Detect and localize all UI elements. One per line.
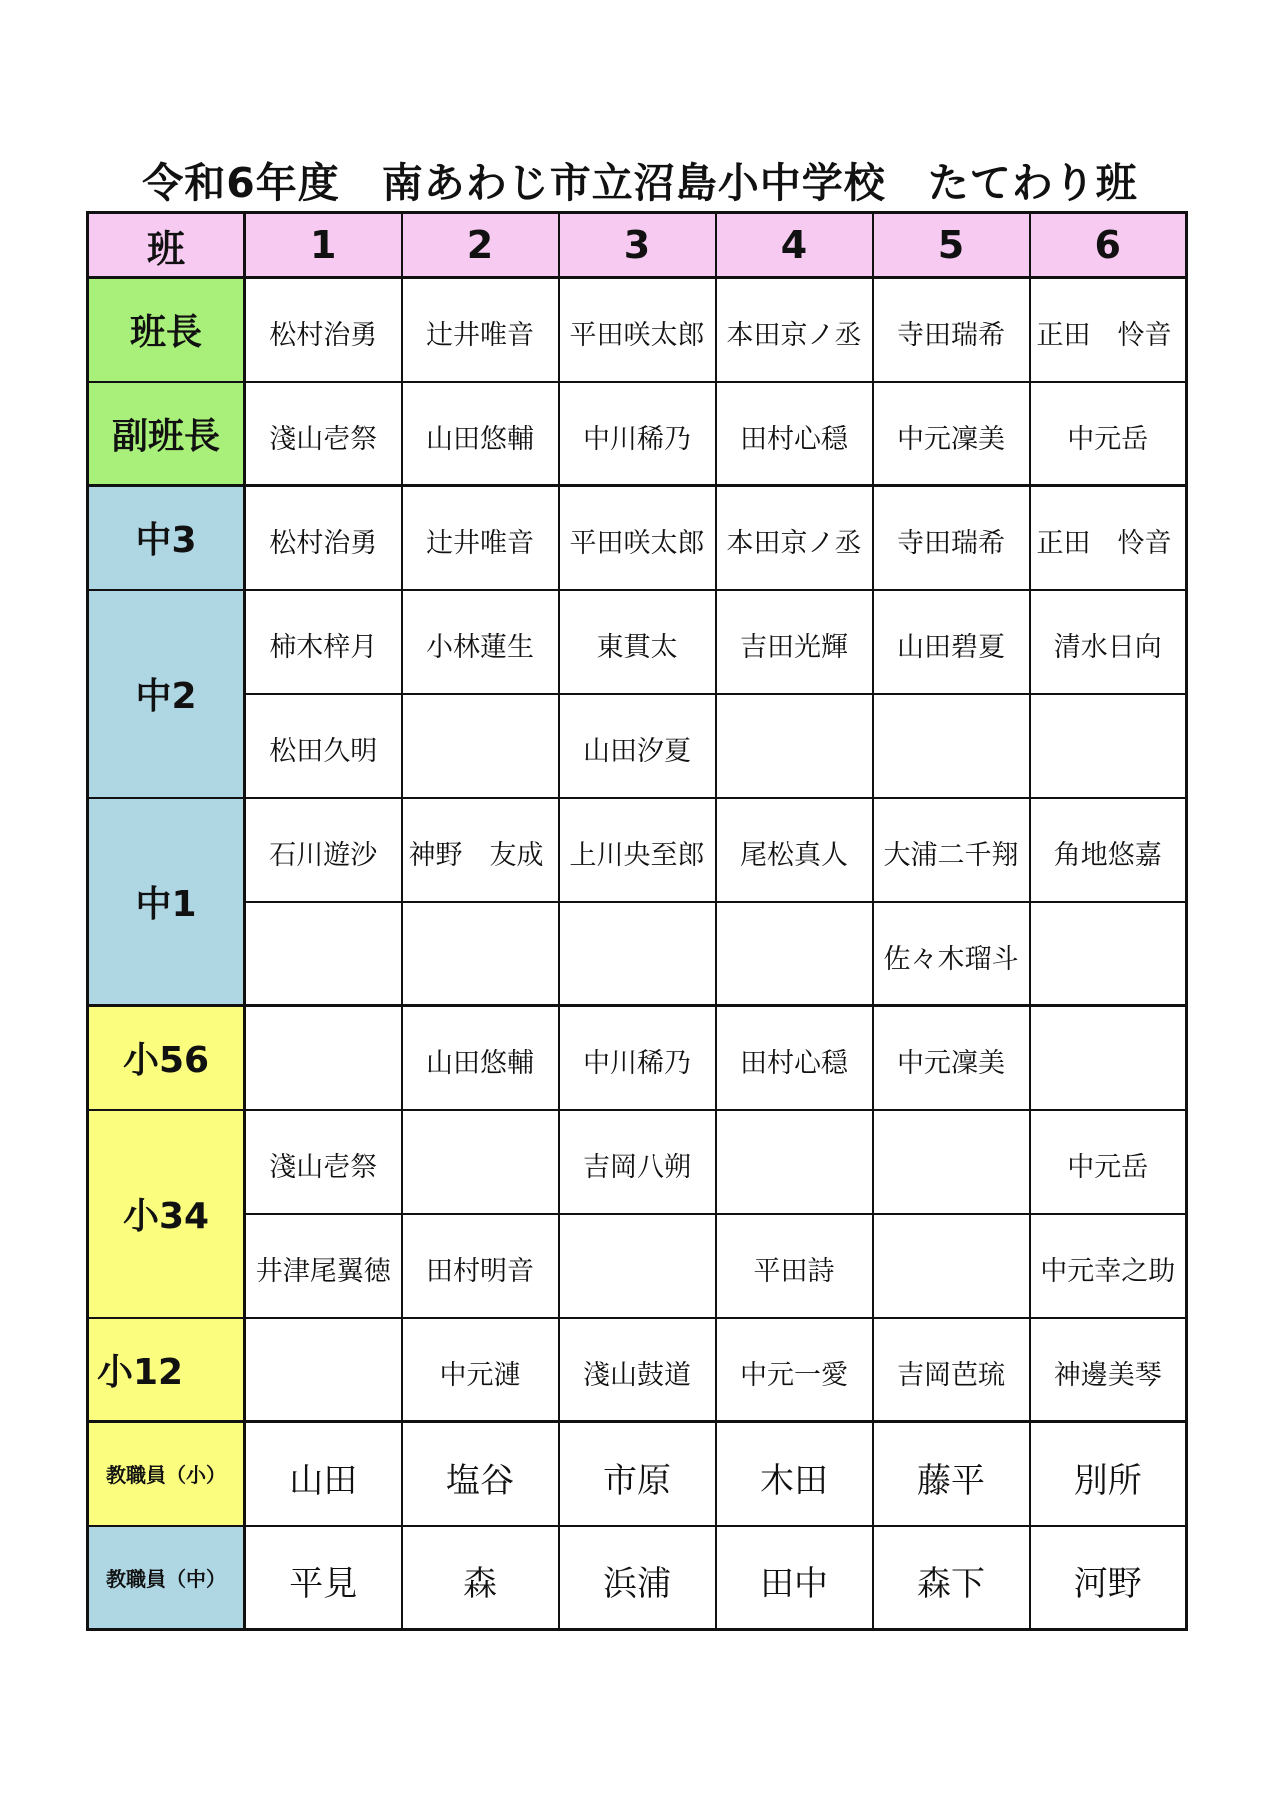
name-cell: 寺田瑞希 — [873, 278, 1030, 382]
table-row — [88, 278, 1187, 382]
row-label-grade: 中1 — [88, 798, 245, 1006]
name-cell — [716, 1110, 873, 1214]
name-cell: 大浦二千翔 — [873, 798, 1030, 902]
staff-cell: 平見 — [245, 1526, 402, 1630]
staff-cell: 森下 — [873, 1526, 1030, 1630]
group-header: 1 — [245, 213, 402, 278]
staff-cell: 浜浦 — [559, 1526, 716, 1630]
table-row — [88, 798, 1187, 902]
name-cell: 松村治勇 — [245, 278, 402, 382]
name-cell: 松田久明 — [245, 694, 402, 798]
name-cell — [873, 1214, 1030, 1318]
name-cell — [873, 1110, 1030, 1214]
row-label-grade: 小34 — [88, 1110, 245, 1318]
group-header: 4 — [716, 213, 873, 278]
header-row — [88, 213, 1187, 278]
staff-cell: 藤平 — [873, 1422, 1030, 1526]
row-label-vice-leader: 副班長 — [88, 382, 245, 486]
name-cell — [716, 902, 873, 1006]
name-cell: 山田汐夏 — [559, 694, 716, 798]
page-title: 令和6年度 南あわじ市立沼島小中学校 たてわり班 — [142, 159, 1138, 207]
table-row — [88, 694, 1187, 798]
row-label-staff-junior-high: 教職員（中） — [88, 1526, 245, 1630]
name-cell: 石川遊沙 — [245, 798, 402, 902]
name-cell: 山田碧夏 — [873, 590, 1030, 694]
row-label-grade: 中3 — [88, 486, 245, 590]
name-cell: 淺山鼓道 — [559, 1318, 716, 1422]
name-cell: 柿木梓月 — [245, 590, 402, 694]
name-cell: 角地悠嘉 — [1030, 798, 1187, 902]
name-cell — [245, 1318, 402, 1422]
staff-cell: 田中 — [716, 1526, 873, 1630]
group-header: 3 — [559, 213, 716, 278]
table-row — [88, 382, 1187, 486]
row-label-grade: 小12 — [88, 1318, 245, 1422]
name-cell: 寺田瑞希 — [873, 486, 1030, 590]
name-cell — [402, 694, 559, 798]
row-label-staff-elementary: 教職員（小） — [88, 1422, 245, 1526]
row-label-grade: 小56 — [88, 1006, 245, 1110]
name-cell: 正田 怜音 — [1030, 278, 1187, 382]
staff-cell: 河野 — [1030, 1526, 1187, 1630]
table-row — [88, 590, 1187, 694]
name-cell: 吉岡八朔 — [559, 1110, 716, 1214]
name-cell: 山田悠輔 — [402, 382, 559, 486]
table-row — [88, 902, 1187, 1006]
name-cell: 佐々木瑠斗 — [873, 902, 1030, 1006]
name-cell — [402, 902, 559, 1006]
name-cell: 田村心穏 — [716, 382, 873, 486]
name-cell: 東貫太 — [559, 590, 716, 694]
name-cell: 田村明音 — [402, 1214, 559, 1318]
name-cell: 山田悠輔 — [402, 1006, 559, 1110]
name-cell: 井津尾翼徳 — [245, 1214, 402, 1318]
name-cell: 淺山壱祭 — [245, 382, 402, 486]
name-cell — [716, 694, 873, 798]
name-cell: 中元幸之助 — [1030, 1214, 1187, 1318]
name-cell: 中元漣 — [402, 1318, 559, 1422]
table-row — [88, 1422, 1187, 1526]
name-cell: 辻井唯音 — [402, 486, 559, 590]
name-cell: 小林蓮生 — [402, 590, 559, 694]
name-cell: 中元凜美 — [873, 1006, 1030, 1110]
group-header: 5 — [873, 213, 1030, 278]
name-cell: 本田京ノ丞 — [716, 278, 873, 382]
table-row — [88, 1006, 1187, 1110]
name-cell: 中川稀乃 — [559, 382, 716, 486]
name-cell: 田村心穏 — [716, 1006, 873, 1110]
header-corner: 班 — [88, 213, 245, 278]
table-row — [88, 1214, 1187, 1318]
name-cell: 吉岡芭琉 — [873, 1318, 1030, 1422]
name-cell — [873, 694, 1030, 798]
name-cell: 中元岳 — [1030, 382, 1187, 486]
name-cell — [559, 1214, 716, 1318]
name-cell: 平田詩 — [716, 1214, 873, 1318]
row-label-grade: 中2 — [88, 590, 245, 798]
name-cell: 松村治勇 — [245, 486, 402, 590]
name-cell: 中川稀乃 — [559, 1006, 716, 1110]
name-cell: 平田咲太郎 — [559, 278, 716, 382]
group-header: 6 — [1030, 213, 1187, 278]
name-cell: 上川央至郎 — [559, 798, 716, 902]
staff-cell: 木田 — [716, 1422, 873, 1526]
name-cell: 正田 怜音 — [1030, 486, 1187, 590]
name-cell: 中元凜美 — [873, 382, 1030, 486]
table-row — [88, 1318, 1187, 1422]
name-cell — [402, 1110, 559, 1214]
name-cell — [1030, 1006, 1187, 1110]
name-cell: 本田京ノ丞 — [716, 486, 873, 590]
name-cell: 清水日向 — [1030, 590, 1187, 694]
name-cell: 辻井唯音 — [402, 278, 559, 382]
group-table — [86, 211, 1188, 1631]
name-cell: 平田咲太郎 — [559, 486, 716, 590]
table-row — [88, 1526, 1187, 1630]
name-cell: 尾松真人 — [716, 798, 873, 902]
staff-cell: 市原 — [559, 1422, 716, 1526]
group-header: 2 — [402, 213, 559, 278]
name-cell: 神野 友成 — [402, 798, 559, 902]
staff-cell: 山田 — [245, 1422, 402, 1526]
staff-cell: 森 — [402, 1526, 559, 1630]
name-cell: 淺山壱祭 — [245, 1110, 402, 1214]
staff-cell: 塩谷 — [402, 1422, 559, 1526]
table-row — [88, 1110, 1187, 1214]
name-cell — [1030, 694, 1187, 798]
name-cell: 中元岳 — [1030, 1110, 1187, 1214]
name-cell — [1030, 902, 1187, 1006]
name-cell — [245, 1006, 402, 1110]
staff-cell: 別所 — [1030, 1422, 1187, 1526]
row-label-leader: 班長 — [88, 278, 245, 382]
table-row — [88, 486, 1187, 590]
name-cell: 吉田光輝 — [716, 590, 873, 694]
name-cell — [245, 902, 402, 1006]
name-cell — [559, 902, 716, 1006]
name-cell: 中元一愛 — [716, 1318, 873, 1422]
name-cell: 神邊美琴 — [1030, 1318, 1187, 1422]
